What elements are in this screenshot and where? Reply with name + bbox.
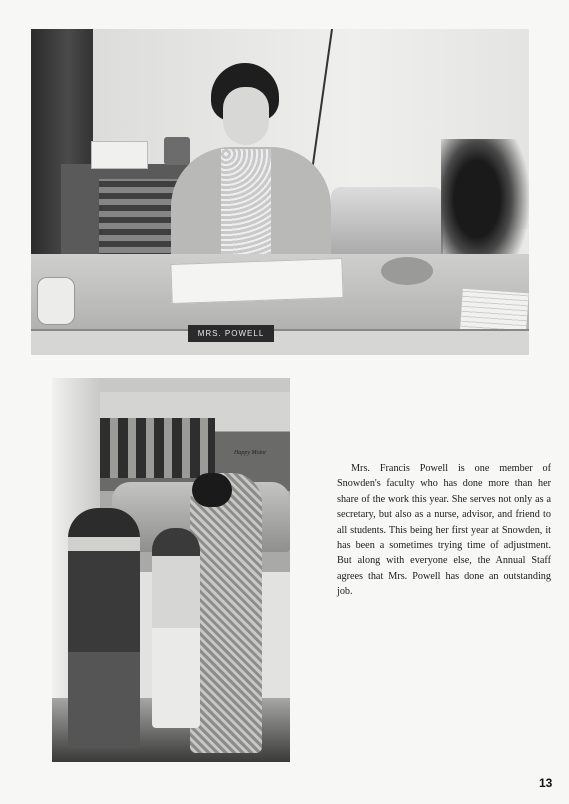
storefront — [100, 418, 215, 478]
boy-jersey — [152, 528, 200, 728]
boy-jacket — [68, 508, 140, 748]
ashtray — [381, 257, 433, 285]
woman-hair — [192, 473, 232, 507]
small-box — [91, 141, 148, 169]
store-sign: Happy Motor — [234, 450, 267, 456]
clock — [164, 137, 190, 165]
tape-dispenser — [37, 277, 75, 325]
woman-face — [223, 87, 269, 145]
woman-blouse — [221, 149, 271, 259]
typewriter — [331, 187, 443, 257]
woman-checked-coat — [190, 473, 262, 753]
photo-doorway-children — [52, 378, 290, 762]
desk-edge — [31, 329, 529, 355]
photo-caption: Mrs. Francis Powell is one member of Snowden's faculty who has done more than her share of the work this year. She serves not only as a secretary, but also as a nurse, advisor, and friend to all students. This being her first year at Snowden, it has been a sometimes trying time of adjustment. But along with everyone else, the Annual Staff agrees that Mrs. Powell has done an outstanding job. — [337, 463, 551, 598]
desk-nameplate: MRS. POWELL — [188, 325, 274, 342]
page-number: 13 — [539, 776, 553, 790]
photo-secretary-at-desk — [31, 29, 529, 355]
desk-papers — [170, 258, 343, 304]
